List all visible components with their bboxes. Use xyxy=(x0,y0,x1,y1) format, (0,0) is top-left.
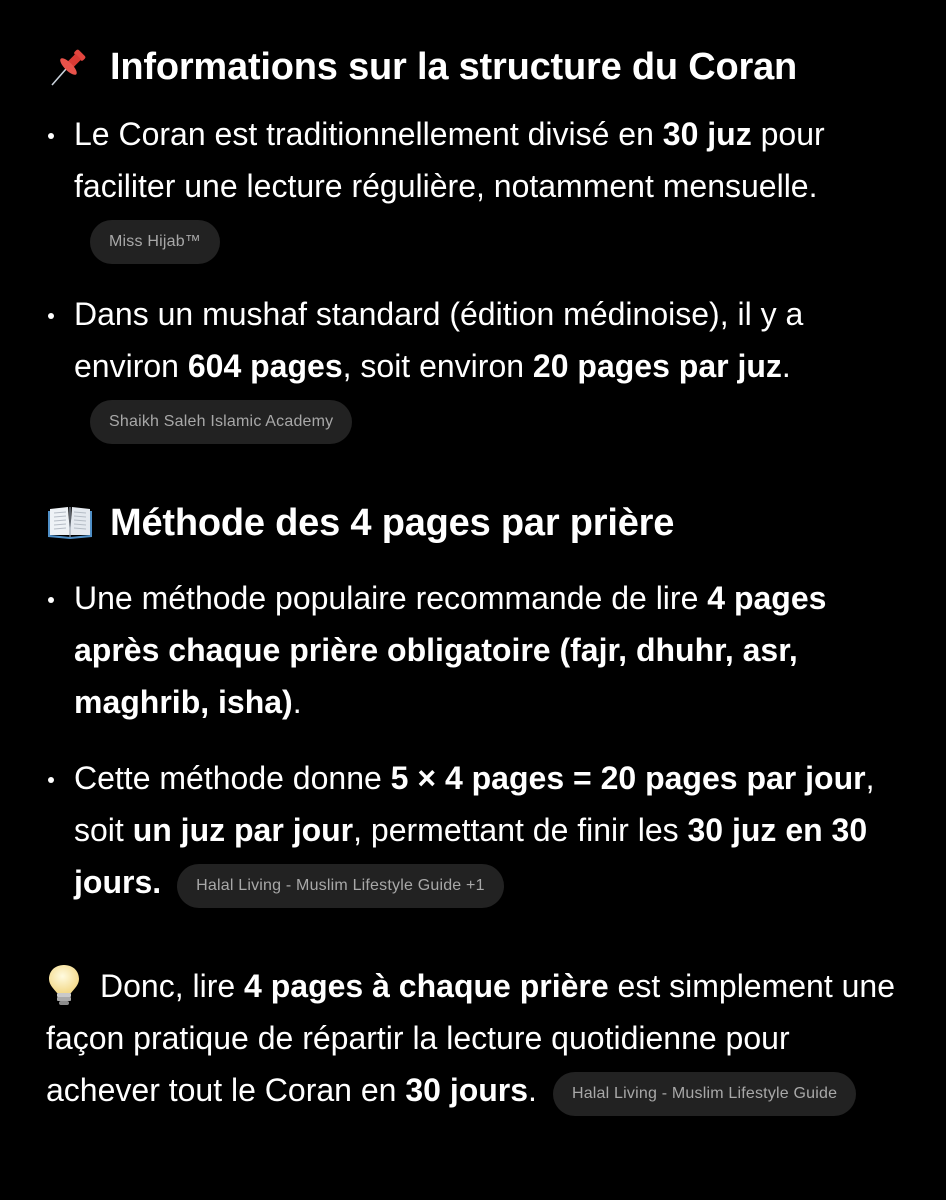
citation-chip[interactable]: Miss Hijab™ xyxy=(90,220,220,264)
summary-paragraph: Donc, lire 4 pages à chaque prière est simplement une façon pratique de répartir la lecture quotidienne pour achever tout le Coran en 30 jours. Halal Living - Muslim Lifestyle Guide xyxy=(46,960,906,1116)
section-heading-structure xyxy=(46,38,906,96)
section-title: Informations sur la structure du Coran xyxy=(110,46,798,88)
open-book-icon xyxy=(46,501,98,541)
method-list xyxy=(46,572,906,908)
citation-chip[interactable]: Halal Living - Muslim Lifestyle Guide +1 xyxy=(177,864,504,908)
citation-chip[interactable]: Shaikh Saleh Islamic Academy xyxy=(90,400,352,444)
structure-list xyxy=(46,108,906,444)
list-item: Le Coran est traditionnellement divisé en 30 juz pour faciliter une lecture régulière, notamment mensuelle.Miss Hijab™ xyxy=(46,108,906,264)
light-bulb-icon xyxy=(46,963,86,1003)
list-item: Cette méthode donne 5 × 4 pages = 20 pages par jour, soit un juz par jour, permettant de finir les 30 juz en 30 jours. Halal Living - Muslim Lifestyle Guide +1 xyxy=(46,752,906,908)
pushpin-icon xyxy=(46,45,98,85)
section-title: Méthode des 4 pages par prière xyxy=(110,502,675,544)
list-item: Une méthode populaire recommande de lire 4 pages après chaque prière obligatoire (fajr, dhuhr, asr, maghrib, isha). xyxy=(46,572,906,728)
section-heading-method xyxy=(46,494,906,552)
citation-chip[interactable]: Halal Living - Muslim Lifestyle Guide xyxy=(553,1072,856,1116)
list-item: Dans un mushaf standard (édition médinoise), il y a environ 604 pages, soit environ 20 pages par juz.Shaikh Saleh Islamic Academy xyxy=(46,288,906,444)
